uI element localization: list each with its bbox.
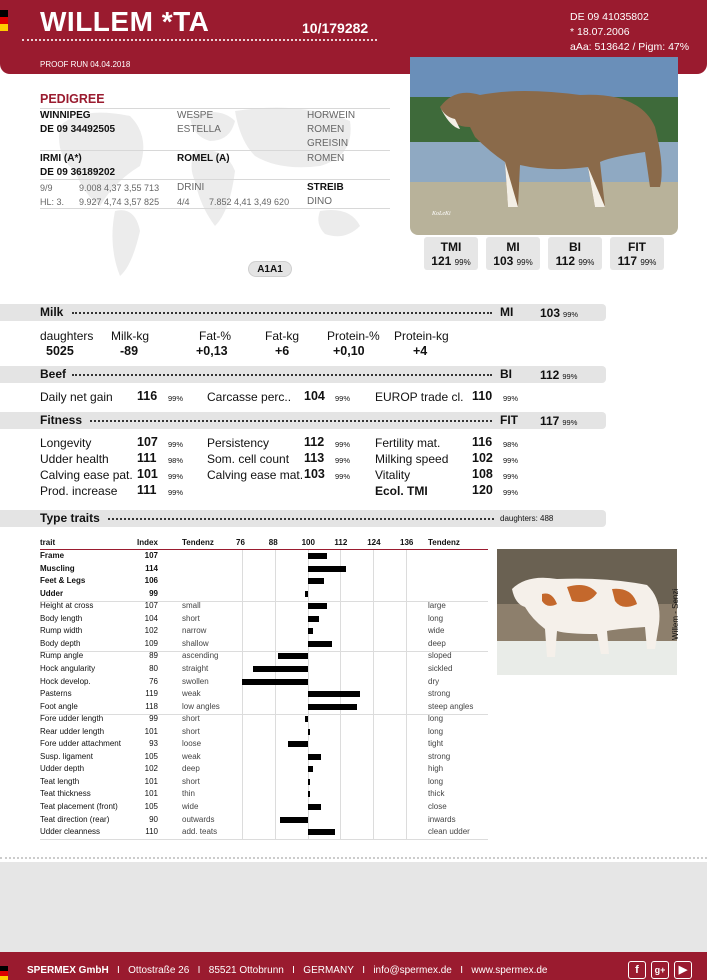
type-bar [308, 729, 311, 735]
footer-country: GERMANY [303, 965, 354, 976]
type-index: 105 [144, 751, 158, 761]
type-trait: Fore udder attachment [40, 739, 121, 749]
milk-header: Fat-kg [265, 329, 300, 343]
type-group-divider [40, 839, 488, 840]
type-trait: Pasterns [40, 689, 72, 699]
type-trait: Rear udder length [40, 726, 105, 736]
type-bar [308, 704, 357, 710]
type-trait: Body length [40, 613, 83, 623]
type-index: 76 [149, 676, 158, 686]
sire-id: DE 09 34492505 [40, 124, 116, 135]
type-trait: Hock develop. [40, 676, 91, 686]
type-bar [280, 817, 307, 823]
footer-city: 85521 Ottobrunn [208, 965, 284, 976]
type-low-label: short [182, 726, 200, 736]
footer-email[interactable]: info@spermex.de [373, 965, 452, 976]
dam-lactations: 9/9 [40, 183, 53, 193]
type-low-label: thin [182, 789, 195, 799]
scale-label: 76 [236, 538, 245, 547]
type-low-label: swollen [182, 676, 209, 686]
type-low-label: weak [182, 689, 201, 699]
type-low-label: wide [182, 802, 199, 811]
dd-dam: DINO [307, 196, 332, 207]
fitness-index: 117 99% [540, 414, 578, 428]
section-abbr: MI [500, 305, 514, 319]
dd-lact-values: 7.852 4,41 3,49 620 [209, 197, 290, 207]
ear-tag: DE 09 41035802 [570, 11, 649, 23]
type-header-index: Index [137, 538, 158, 547]
beef-value: 110 [472, 389, 493, 403]
type-bar [308, 829, 335, 835]
aaa-pigm: aAa: 513642 / Pigm: 47% [570, 41, 690, 53]
google-plus-icon[interactable]: g+ [651, 961, 669, 979]
type-trait: Foot angle [40, 701, 78, 711]
type-high-label: high [428, 764, 444, 774]
type-bar [288, 741, 307, 747]
type-bar [242, 679, 308, 685]
fitness-value: 107 [137, 435, 158, 449]
type-trait: Udder [40, 588, 64, 598]
daughter-photo-caption: Willem - Senzi [671, 588, 680, 640]
dam-name: IRMI (A*) [40, 153, 82, 164]
beef-rel: 99% [503, 394, 519, 403]
type-index: 107 [144, 601, 158, 611]
section-abbr: BI [500, 367, 512, 381]
type-bar [253, 666, 308, 672]
type-trait: Teat length [40, 776, 80, 786]
header-divider [22, 39, 377, 41]
type-low-label: short [182, 714, 200, 724]
milk-value: -89 [120, 344, 139, 358]
type-index: 107 [144, 551, 158, 560]
section-title: Type traits [40, 511, 100, 525]
type-index: 119 [145, 689, 158, 699]
footer-divider [0, 857, 707, 859]
type-trait: Fore udder length [40, 714, 104, 724]
dam-sire: ROMEL (A) [177, 153, 230, 164]
pedigree-title: PEDIGREE [40, 92, 105, 106]
type-high-label: sickled [428, 663, 453, 673]
type-trait: Body depth [40, 638, 81, 648]
birth-date: * 18.07.2006 [570, 26, 630, 38]
pedigree-divider [40, 150, 390, 151]
dam-lact-values: 9.008 4,37 3,55 713 [79, 183, 160, 193]
fitness-rel: 98% [503, 440, 519, 449]
ss-sire: HORWEIN [307, 110, 356, 121]
footer-gray-band [0, 862, 707, 952]
type-low-label: short [182, 776, 200, 786]
type-high-label: clean udder [428, 827, 470, 837]
index-bi: BI 112 99% [548, 237, 602, 270]
type-trait: Udder cleanness [40, 827, 101, 837]
milk-header: Protein-% [327, 329, 380, 343]
fitness-label: Ecol. TMI [375, 484, 428, 498]
type-high-label: large [428, 601, 446, 611]
type-trait: Susp. ligament [40, 751, 93, 761]
type-high-label: strong [428, 751, 451, 761]
type-low-label: low angles [182, 701, 220, 711]
fitness-label: Calving ease mat. [207, 468, 304, 482]
fitness-value: 108 [472, 467, 493, 481]
german-flag-icon [0, 966, 8, 980]
fitness-label: Fertility mat. [375, 436, 441, 450]
fitness-label: Udder health [40, 452, 109, 466]
type-low-label: deep [182, 764, 200, 774]
registration-number: 10/179282 [302, 20, 369, 36]
type-index: 114 [145, 563, 158, 573]
type-index: 93 [149, 739, 158, 749]
type-bar [308, 628, 313, 634]
fitness-value: 116 [472, 435, 493, 449]
type-low-label: ascending [182, 651, 219, 661]
type-group-divider [40, 714, 488, 715]
type-trait: Rump angle [40, 651, 84, 661]
type-bar [308, 791, 311, 797]
footer-street: Ottostraße 26 [128, 965, 190, 976]
proof-run: PROOF RUN 04.04.2018 [40, 60, 131, 69]
type-index: 106 [144, 576, 158, 586]
type-low-label: small [182, 601, 201, 611]
sire-dam: ESTELLA [177, 124, 221, 135]
type-high-label: long [428, 714, 444, 724]
index-mi: MI 103 99% [486, 237, 540, 270]
type-low-label: shallow [182, 638, 209, 648]
sd-dam: GREISIN [307, 138, 349, 149]
type-index: 90 [149, 814, 158, 824]
milk-header: Milk-kg [111, 329, 149, 343]
type-high-label: thick [428, 789, 445, 799]
pedigree-divider [40, 179, 390, 180]
type-trait: Height at cross [40, 601, 94, 611]
fitness-label: Longevity [40, 436, 92, 450]
index-tmi: TMI 121 99% [424, 237, 478, 270]
index-fit: FIT 117 99% [610, 237, 664, 270]
type-high-label: steep angles [428, 701, 474, 711]
milk-header: Fat-% [199, 329, 232, 343]
fitness-rel: 99% [168, 440, 184, 449]
type-high-label: dry [428, 676, 440, 686]
type-high-label: sloped [428, 651, 452, 661]
sire-name: WINNIPEG [40, 110, 91, 121]
section-title: Beef [40, 367, 67, 381]
type-low-label: weak [182, 751, 201, 761]
index-label: TMI [440, 240, 462, 254]
type-header-trait: trait [40, 538, 56, 547]
milk-header: Protein-kg [394, 329, 449, 343]
type-high-label: close [428, 802, 447, 811]
fitness-rel: 99% [168, 488, 184, 497]
scale-label: 88 [268, 538, 278, 547]
milk-value: +0,10 [333, 344, 365, 358]
fitness-label: Milking speed [375, 452, 449, 466]
scale-gridline [275, 550, 276, 840]
type-index: 80 [149, 663, 158, 673]
ds-sire: ROMEN [307, 153, 345, 164]
section-title: Milk [40, 305, 64, 319]
scale-gridline [406, 550, 407, 840]
type-section-bar [0, 510, 606, 527]
beef-label: Daily net gain [40, 390, 113, 404]
fitness-rel: 99% [335, 456, 351, 465]
fitness-label: Vitality [375, 468, 411, 482]
type-index: 102 [144, 626, 158, 636]
dam-hl: HL: 3. [40, 197, 65, 207]
type-trait: Hock angularity [40, 663, 96, 673]
index-label: FIT [628, 240, 646, 254]
type-trait: Frame [40, 551, 65, 560]
footer [0, 952, 707, 980]
type-bar [308, 766, 313, 772]
a1a1-badge: A1A1 [248, 261, 292, 277]
type-trait: Udder depth [40, 764, 85, 774]
fitness-label: Persistency [207, 436, 270, 450]
fitness-value: 111 [137, 451, 157, 465]
scale-gridline [373, 550, 374, 840]
fitness-value: 112 [304, 435, 325, 449]
youtube-icon[interactable]: ▶ [674, 961, 692, 979]
type-group-divider [40, 601, 488, 602]
beef-rel: 99% [335, 394, 351, 403]
fitness-value: 120 [472, 483, 493, 497]
type-index: 109 [144, 638, 158, 648]
type-index: 99 [149, 714, 158, 724]
type-bar [305, 716, 308, 722]
type-high-label: wide [428, 626, 445, 636]
footer-website[interactable]: www.spermex.de [471, 965, 548, 976]
type-index: 101 [144, 776, 158, 786]
section-abbr: FIT [500, 413, 518, 427]
fitness-rel: 99% [503, 456, 519, 465]
beef-label: EUROP trade cl. [375, 390, 464, 404]
type-trait: Teat direction (rear) [40, 814, 110, 824]
type-low-label: short [182, 613, 200, 623]
scale-label: 124 [367, 538, 381, 547]
type-bar [305, 591, 308, 597]
fitness-value: 101 [137, 467, 158, 481]
beef-label: Carcasse perc.. [207, 390, 292, 404]
fitness-section-bar [0, 412, 606, 429]
photo-caption: KoLeKi [432, 211, 451, 217]
fitness-value: 102 [472, 451, 493, 465]
milk-value: +6 [275, 344, 290, 358]
pedigree-divider [40, 208, 390, 209]
fitness-label: Prod. increase [40, 484, 118, 498]
daughter-photo [497, 549, 677, 675]
footer-address: SPERMEX GmbH I Ottostraße 26 I 85521 Ottobrunn I GERMANY I info@spermex.de I www.spermex.de [27, 965, 548, 976]
type-index: 118 [145, 701, 158, 711]
type-high-label: strong [428, 689, 451, 699]
section-title: Fitness [40, 413, 83, 427]
bull-name: WILLEM *TA [40, 6, 210, 37]
type-bar [308, 616, 319, 622]
type-bar [308, 553, 327, 559]
type-header-tendenz: Tendenz [182, 538, 214, 547]
scale-label: 112 [334, 538, 348, 547]
type-index: 110 [145, 827, 158, 837]
beef-value: 116 [137, 389, 158, 403]
scale-label: 100 [301, 538, 315, 547]
type-index: 104 [144, 613, 158, 623]
type-bar [308, 804, 322, 810]
type-bar [308, 779, 311, 785]
dam-hl-values: 9.927 4,74 3,57 825 [79, 197, 160, 207]
fitness-rel: 99% [335, 440, 351, 449]
fitness-label: Som. cell count [207, 452, 290, 466]
beef-index: 112 99% [540, 368, 578, 382]
fitness-rel: 99% [503, 472, 519, 481]
dam-id: DE 09 36189202 [40, 167, 116, 178]
header-details [570, 10, 689, 55]
index-label: BI [569, 240, 581, 254]
type-low-label: narrow [182, 626, 207, 636]
scale-gridline [242, 550, 243, 840]
type-index: 102 [144, 764, 158, 774]
type-low-label: add. teats [182, 827, 218, 837]
milk-value: 5025 [46, 344, 74, 358]
fitness-value: 113 [304, 451, 325, 465]
dd-lactations: 4/4 [177, 197, 190, 207]
type-index: 101 [144, 726, 158, 736]
type-trait: Teat thickness [40, 789, 91, 799]
fitness-rel: 98% [168, 456, 184, 465]
type-high-label: long [428, 613, 444, 623]
type-low-label: straight [182, 663, 209, 673]
type-high-label: long [428, 776, 444, 786]
type-trait: Muscling [40, 563, 75, 573]
facebook-icon[interactable]: f [628, 961, 646, 979]
sire-sire: WESPE [177, 110, 214, 121]
type-header-tendenz2: Tendenz [428, 538, 460, 547]
type-high-label: tight [428, 739, 444, 749]
fitness-rel: 99% [168, 472, 184, 481]
milk-value: +4 [413, 344, 428, 358]
type-low-label: outwards [182, 814, 215, 824]
footer-company: SPERMEX GmbH [27, 965, 109, 976]
sd-sire: ROMEN [307, 124, 345, 135]
fitness-rel: 99% [335, 472, 351, 481]
type-index: 89 [149, 651, 158, 661]
type-trait: Rump width [40, 626, 83, 636]
type-high-label: long [428, 726, 444, 736]
fitness-value: 111 [137, 483, 157, 497]
fitness-label: Calving ease pat. [40, 468, 133, 482]
milk-value: +0,13 [196, 344, 228, 358]
fitness-value: 103 [304, 467, 325, 481]
type-index: 101 [144, 789, 158, 799]
scale-label: 136 [400, 538, 414, 547]
type-bar [308, 566, 346, 572]
fitness-rel: 99% [503, 488, 519, 497]
dd-sire: STREIB [307, 182, 344, 193]
milk-index: 103 99% [540, 306, 579, 320]
beef-value: 104 [304, 389, 325, 403]
type-index: 99 [149, 588, 158, 598]
type-bar [308, 641, 333, 647]
beef-section-bar [0, 366, 606, 383]
type-low-label: loose [182, 739, 202, 749]
index-label: MI [506, 240, 520, 254]
type-index: 105 [144, 802, 158, 811]
type-high-label: inwards [428, 814, 456, 824]
type-bar [308, 754, 322, 760]
type-trait: Feet & Legs [40, 576, 86, 586]
type-high-label: deep [428, 638, 446, 648]
milk-header: daughters [40, 329, 94, 343]
type-daughters: daughters: 488 [500, 514, 554, 523]
type-bar [278, 653, 308, 659]
type-bar [308, 578, 324, 584]
type-bar [308, 691, 360, 697]
type-header-line [40, 549, 488, 550]
type-group-divider [40, 651, 488, 652]
type-bar [308, 603, 327, 609]
type-trait: Teat placement (front) [40, 802, 118, 811]
dam-dam: DRINI [177, 182, 205, 193]
bull-photo [410, 57, 678, 235]
german-flag-icon [0, 10, 8, 32]
beef-rel: 99% [168, 394, 184, 403]
milk-section-bar [0, 304, 606, 321]
